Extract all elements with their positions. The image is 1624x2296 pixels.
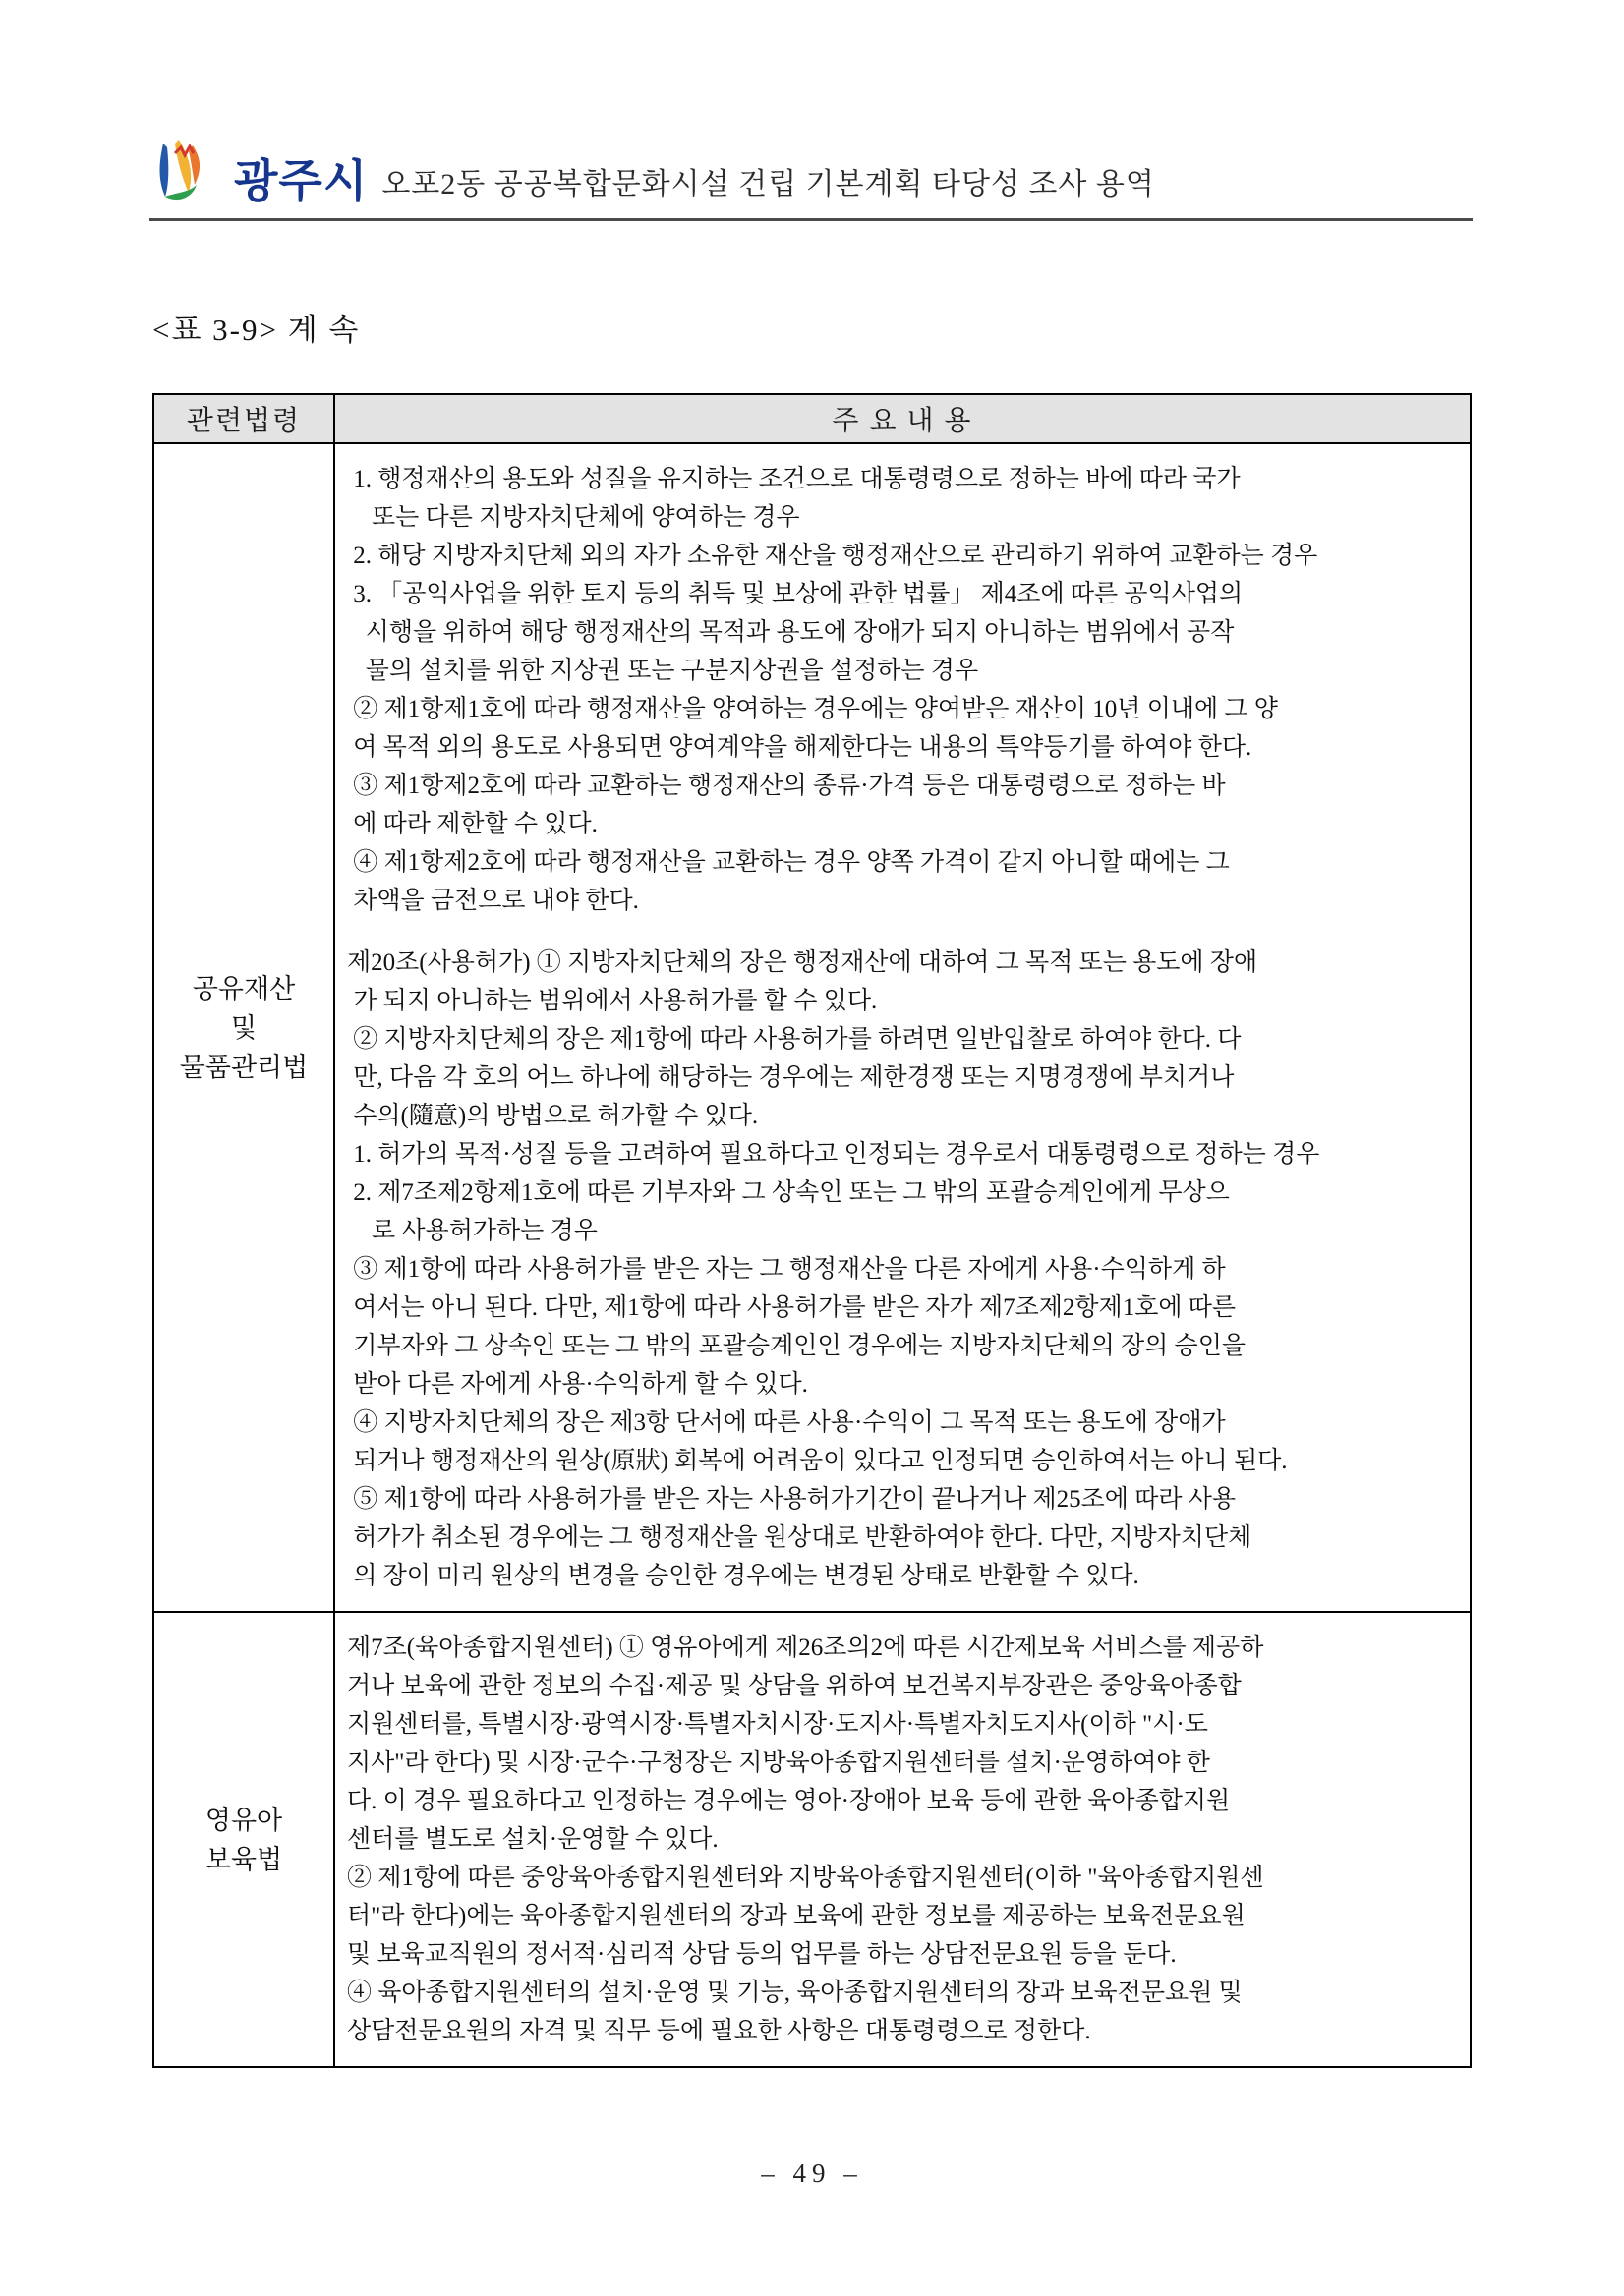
content-line: 2. 제7조제2항제1호에 따른 기부자와 그 상속인 또는 그 밖의 포괄승계인에게 무상으 (347, 1179, 1230, 1206)
content-line: 의 장이 미리 원상의 변경을 승인한 경우에는 변경된 상태로 반환할 수 있다. (347, 1563, 1139, 1589)
law-name-line: 및 (230, 1012, 258, 1043)
content-line: 제7조(육아종합지원센터) ① 영유아에게 제26조의2에 따른 시간제보육 서비스를 제공하 (347, 1635, 1264, 1661)
law-name-line: 영유아 (204, 1805, 283, 1835)
content-line: 제20조(사용허가) ① 지방자치단체의 장은 행정재산에 대하여 그 목적 또는 용도에 장애 (347, 949, 1258, 976)
page-number: – 49 – (761, 2158, 863, 2188)
content-line: 로 사용허가하는 경우 (347, 1218, 598, 1244)
content-line: 터"라 한다)에는 육아종합지원센터의 장과 보육에 관한 정보를 제공하는 보육전문요원 (347, 1903, 1246, 1929)
content-line: 1. 행정재산의 용도와 성질을 유지하는 조건으로 대통령령으로 정하는 바에 따라 국가 (347, 466, 1241, 492)
law-content-cell (334, 443, 1471, 1612)
table-body (153, 443, 1471, 2067)
content-line: 받아 다른 자에게 사용·수익하게 할 수 있다. (347, 1371, 808, 1398)
content-line: 만, 다음 각 호의 어느 하나에 해당하는 경우에는 제한경쟁 또는 지명경쟁에 부치거나 (347, 1064, 1235, 1091)
content-line: ② 제1항제1호에 따라 행정재산을 양여하는 경우에는 양여받은 재산이 10년 이내에 그 양 (347, 696, 1278, 722)
content-line: ② 지방자치단체의 장은 제1항에 따라 사용허가를 하려면 일반입찰로 하여야 한다. 다 (347, 1026, 1242, 1053)
content-line: 지원센터를, 특별시장·광역시장·특별자치시장·도지사·특별자치도지사(이하 "시·도 (347, 1711, 1208, 1738)
related-laws-table (152, 393, 1472, 2068)
content-line: ④ 육아종합지원센터의 설치·운영 및 기능, 육아종합지원센터의 장과 보육전문요원 및 (347, 1980, 1243, 2006)
law-name-line: 공유재산 (192, 973, 296, 1004)
content-line: 에 따라 제한할 수 있다. (347, 811, 598, 837)
content-line: 물의 설치를 위한 지상권 또는 구분지상권을 설정하는 경우 (347, 658, 979, 684)
table-row (153, 1612, 1471, 2067)
table-header-row (153, 394, 1471, 443)
content-line: 센터를 별도로 설치·운영할 수 있다. (347, 1826, 719, 1853)
content-line: ④ 지방자치단체의 장은 제3항 단서에 따른 사용·수익이 그 목적 또는 용도에 장애가 (347, 1409, 1226, 1436)
content-line: 기부자와 그 상속인 또는 그 밖의 포괄승계인인 경우에는 지방자치단체의 장의 승인을 (347, 1333, 1247, 1359)
law-content-cell (334, 1612, 1471, 2067)
content-line: ③ 제1항제2호에 따라 교환하는 행정재산의 종류·가격 등은 대통령령으로 정하는 바 (347, 773, 1226, 799)
content-line: 상담전문요원의 자격 및 직무 등에 필요한 사항은 대통령령으로 정한다. (347, 2018, 1091, 2044)
content-line: 되거나 행정재산의 원상(原狀) 회복에 어려움이 있다고 인정되면 승인하여서는 아니 된다. (347, 1448, 1288, 1474)
content-line: 수의(隨意)의 방법으로 허가할 수 있다. (347, 1103, 759, 1129)
content-line: 1. 허가의 목적·성질 등을 고려하여 필요하다고 인정되는 경우로서 대통령령으로 정하는 경우 (347, 1141, 1320, 1168)
content-line: 시행을 위하여 해당 행정재산의 목적과 용도에 장애가 되지 아니하는 범위에서 공작 (347, 619, 1235, 646)
gwangju-city-logo-icon (149, 136, 220, 206)
content-line: 거나 보육에 관한 정보의 수집·제공 및 상담을 위하여 보건복지부장관은 중앙육아종합 (347, 1673, 1242, 1699)
law-name-cell (153, 443, 334, 1612)
content-line: 차액을 금전으로 내야 한다. (347, 888, 639, 914)
content-line: ④ 제1항제2호에 따라 행정재산을 교환하는 경우 양쪽 가격이 같지 아니할 때에는 그 (347, 849, 1230, 876)
content-line: ③ 제1항에 따라 사용허가를 받은 자는 그 행정재산을 다른 자에게 사용·수익하게 하 (347, 1256, 1226, 1283)
content-line: 여서는 아니 된다. 다만, 제1항에 따라 사용허가를 받은 자가 제7조제2항제1호에 따른 (347, 1294, 1237, 1321)
content-line: 다. 이 경우 필요하다고 인정하는 경우에는 영아·장애아 보육 등에 관한 육아종합지원 (347, 1788, 1231, 1814)
document-title: 오포2동 공공복합문화시설 건립 기본계획 타당성 조사 용역 (381, 168, 1155, 201)
content-line: 가 되지 아니하는 범위에서 사용허가를 할 수 있다. (347, 988, 878, 1014)
column-header-content: 주 요 내 용 (334, 394, 1471, 443)
law-name-cell (153, 1612, 334, 2067)
law-name-line: 보육법 (204, 1844, 283, 1874)
content-line: ⑤ 제1항에 따라 사용허가를 받은 자는 사용허가기간이 끝나거나 제25조에 따라 사용 (347, 1486, 1237, 1513)
table-caption: <표 3-9> 계 속 (152, 313, 361, 347)
table-row (153, 443, 1471, 1612)
content-line: 허가가 취소된 경우에는 그 행정재산을 원상대로 반환하여야 한다. 다만, 지방자치단체 (347, 1524, 1252, 1551)
city-name: 광주시 (234, 156, 369, 206)
content-spacer (347, 920, 1456, 944)
content-line: 2. 해당 지방자치단체 외의 자가 소유한 재산을 행정재산으로 관리하기 위하여 교환하는 경우 (347, 543, 1318, 569)
column-header-law: 관련법령 (153, 394, 334, 443)
content-line: 지사"라 한다) 및 시장·군수·구청장은 지방육아종합지원센터를 설치·운영하여야 한 (347, 1750, 1210, 1776)
law-name-line: 물품관리법 (179, 1052, 309, 1082)
content-line: ② 제1항에 따른 중앙육아종합지원센터와 지방육아종합지원센터(이하 "육아종합지원센 (347, 1865, 1264, 1891)
page-header (149, 136, 1473, 221)
content-line: 여 목적 외의 용도로 사용되면 양여계약을 해제한다는 내용의 특약등기를 하여야 한다. (347, 734, 1252, 761)
content-line: 또는 다른 지방자치단체에 양여하는 경우 (347, 504, 800, 531)
content-line: 3. 「공익사업을 위한 토지 등의 취득 및 보상에 관한 법률」 제4조에 따른 공익사업의 (347, 581, 1244, 607)
content-line: 및 보육교직원의 정서적·심리적 상담 등의 업무를 하는 상담전문요원 등을 둔다. (347, 1941, 1177, 1968)
